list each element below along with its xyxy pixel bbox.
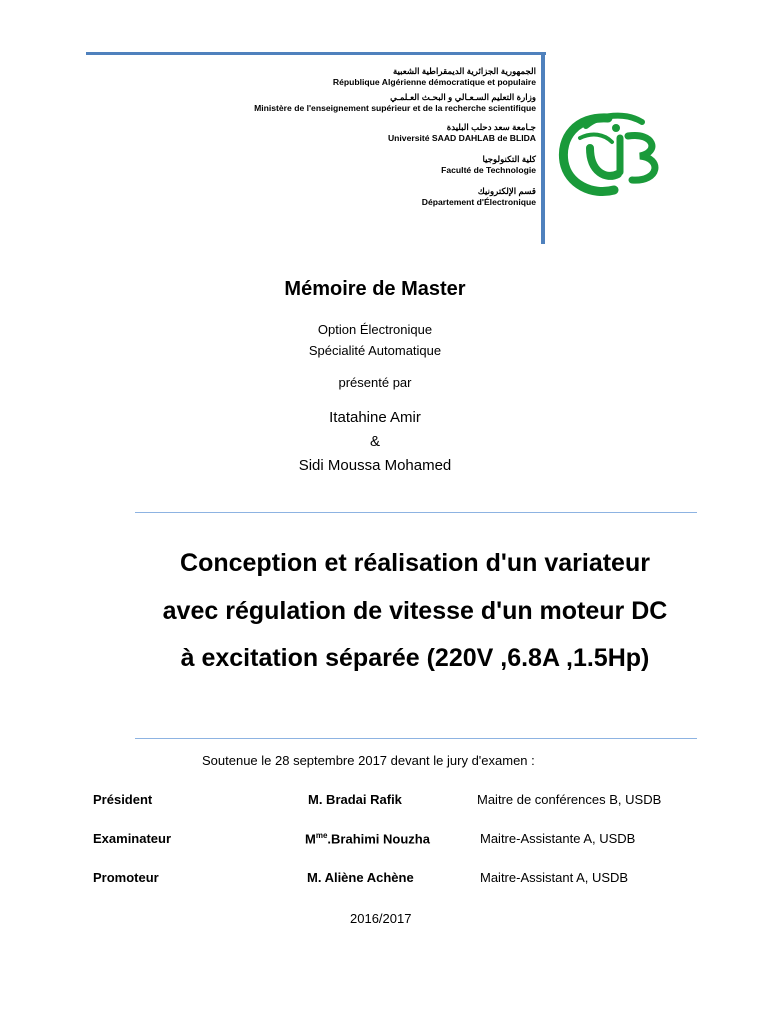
jury-name-promoteur: M. Aliène Achène: [307, 870, 414, 885]
jury-title-president: Maitre de conférences B, USDB: [477, 792, 662, 807]
header-top-rule: [86, 52, 546, 55]
title-line-3: à excitation séparée (220V ,6.8A ,1.5Hp): [180, 644, 650, 672]
title-line-1: Conception et réalisation d'un variateur: [180, 549, 650, 577]
jury-name-president: M. Bradai Rafik: [308, 792, 402, 807]
jury-name-rest: .Brahimi Nouzha: [327, 831, 430, 847]
jury-role-promoteur: Promoteur: [93, 870, 159, 885]
header-ar-2: وزارة التعليم السـعـالي و البحـث العـلمـي: [390, 92, 536, 102]
header-ar-4: كلية التكنولوجيا: [482, 154, 536, 164]
header-ar-1: الجمهورية الجزائرية الديمقراطية الشعبية: [392, 66, 536, 76]
presente-par: présenté par: [338, 375, 412, 390]
institution-header: [116, 66, 536, 220]
option-line: Option Électronique: [317, 322, 433, 337]
jury-name-prefix: M: [305, 831, 316, 847]
author-2: Sidi Moussa Mohamed: [298, 457, 452, 474]
academic-year: 2016/2017: [350, 911, 412, 926]
thesis-title: [0, 540, 768, 683]
specialite-line: Spécialité Automatique: [308, 343, 442, 358]
title-line-2: avec régulation de vitesse d'un moteur DC: [162, 596, 668, 625]
jury-name-examinateur: [305, 831, 430, 846]
header-fr-5: Département d'Électronique: [421, 197, 536, 207]
header-fr-2: Ministère de l'enseignement supérieur et de la recherche scientifique: [254, 103, 536, 113]
author-1: Itatahine Amir: [329, 409, 421, 426]
header-ar-5: قسم الإلكترونيك: [477, 186, 536, 196]
header-fr-4: Faculté de Technologie: [441, 165, 536, 175]
divider-top: [135, 512, 697, 513]
header-right-rule: [541, 52, 545, 244]
jury-name-sup: me: [315, 831, 328, 840]
divider-bottom: [135, 738, 697, 739]
jury-title-examinateur: Maitre-Assistante A, USDB: [480, 831, 636, 846]
jury-role-president: Président: [93, 792, 153, 807]
memoire-heading: Mémoire de Master: [284, 278, 466, 300]
ampersand: &: [369, 433, 380, 450]
university-logo: [556, 108, 674, 200]
header-ar-3: جـامعة سعد دحلب البليدة: [446, 122, 536, 132]
header-fr-3: Université SAAD DAHLAB de BLIDA: [387, 133, 536, 143]
jury-role-examinateur: Examinateur: [93, 831, 172, 846]
header-fr-1: République Algérienne démocratique et populaire: [332, 77, 536, 87]
jury-title-promoteur: Maitre-Assistant A, USDB: [480, 870, 629, 885]
defense-date: Soutenue le 28 septembre 2017 devant le jury d'examen :: [202, 753, 535, 768]
